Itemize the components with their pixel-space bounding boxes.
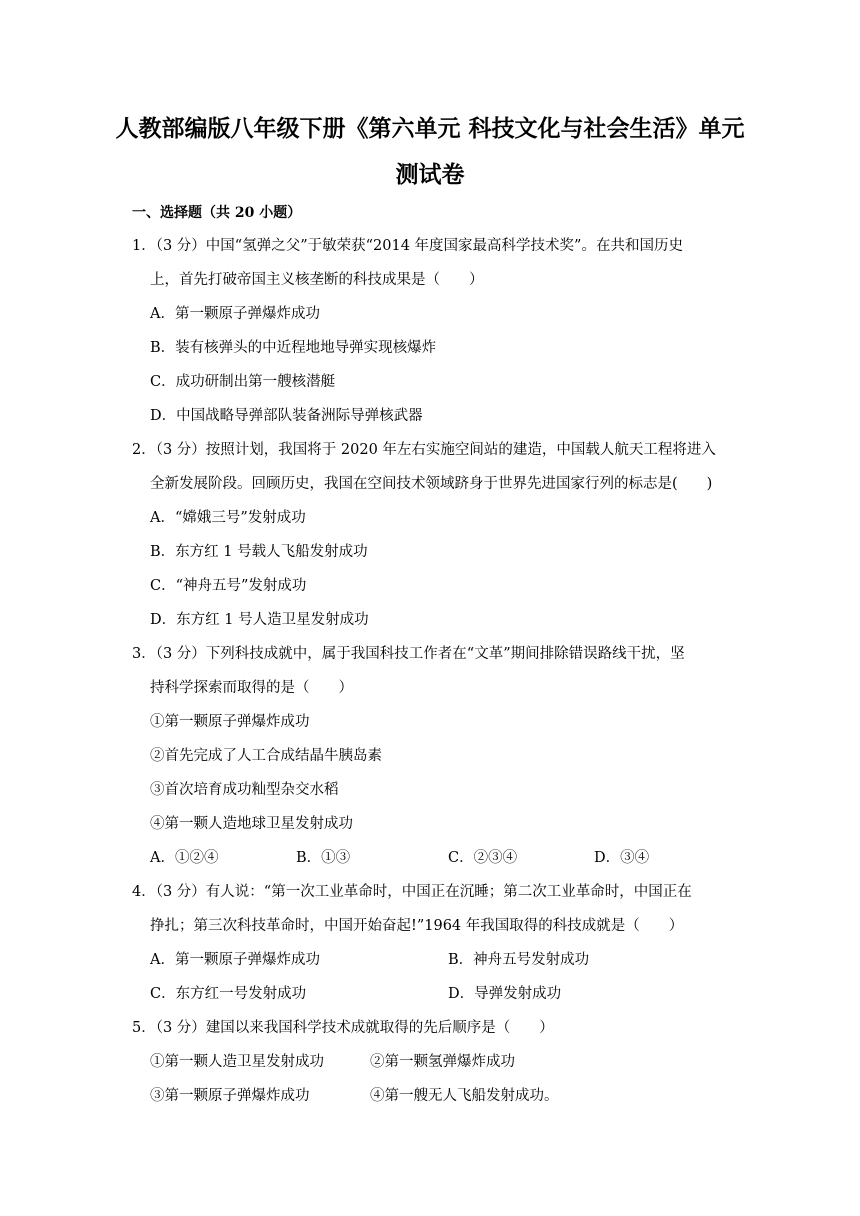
q1-option-a: A．第一颗原子弹爆炸成功 xyxy=(150,306,320,322)
q2-stem-line-2: 全新发展阶段。回顾历史，我国在空间技术领域跻身于世界先进国家行列的标志是( ) xyxy=(150,476,713,492)
q3-stem-line-2: 持科学探索而取得的是（ ） xyxy=(150,680,353,696)
q4-option-d: D．导弹发射成功 xyxy=(448,986,562,1002)
q3-option-c: C．②③④ xyxy=(448,850,518,866)
q1-stem-line-1: 1．（3 分）中国“氢弹之父”于敏荣获“2014 年度国家最高科学技术奖”。在共和国历史 xyxy=(132,238,683,254)
q4-option-c: C．东方红一号发射成功 xyxy=(150,986,307,1002)
q5-item-3: ③第一颗原子弹爆炸成功 xyxy=(150,1088,310,1104)
q2-option-b: B．东方红 1 号载人飞船发射成功 xyxy=(150,544,368,560)
q5-stem-line-1: 5．（3 分）建国以来我国科学技术成就取得的先后顺序是（ ） xyxy=(132,1020,554,1036)
q4-stem-line-2: 挣扎；第三次科技革命时，中国开始奋起!”1964 年我国取得的科技成就是（ ） xyxy=(150,918,684,934)
q3-item-2: ②首先完成了人工合成结晶牛胰岛素 xyxy=(150,748,382,764)
q3-option-d: D．③④ xyxy=(594,850,650,866)
q2-stem-line-1: 2．（3 分）按照计划，我国将于 2020 年左右实施空间站的建造，中国载人航天工程将进入 xyxy=(132,442,716,458)
q2-option-c: C．“神舟五号”发射成功 xyxy=(150,578,307,594)
q4-option-b: B．神舟五号发射成功 xyxy=(448,952,590,968)
title-line-2: 测试卷 xyxy=(395,161,465,188)
title-line-1: 人教部编版八年级下册《第六单元 科技文化与社会生活》单元 xyxy=(115,115,745,142)
q1-option-d: D．中国战略导弹部队装备洲际导弹核武器 xyxy=(150,408,423,424)
q3-option-a: A．①②④ xyxy=(150,850,219,866)
q4-stem-line-1: 4．（3 分）有人说：“第一次工业革命时，中国正在沉睡；第二次工业革命时，中国正在 xyxy=(132,884,692,900)
q3-item-3: ③首次培育成功籼型杂交水稻 xyxy=(150,782,339,798)
q1-option-b: B．装有核弹头的中近程地地导弹实现核爆炸 xyxy=(150,340,437,356)
section-heading: 一、选择题（共 20 小题） xyxy=(132,205,302,221)
q3-item-4: ④第一颗人造地球卫星发射成功 xyxy=(150,816,353,832)
q5-item-4: ④第一艘无人飞船发射成功。 xyxy=(370,1088,559,1104)
q3-option-b: B．①③ xyxy=(296,850,351,866)
q5-item-1: ①第一颗人造卫星发射成功 xyxy=(150,1054,324,1070)
q3-item-1: ①第一颗原子弹爆炸成功 xyxy=(150,714,310,730)
q5-item-2: ②第一颗氢弹爆炸成功 xyxy=(370,1054,515,1070)
q4-option-a: A．第一颗原子弹爆炸成功 xyxy=(150,952,320,968)
q2-option-a: A．“嫦娥三号”发射成功 xyxy=(150,510,306,526)
q3-stem-line-1: 3．（3 分）下列科技成就中，属于我国科技工作者在“文革”期间排除错误路线干扰，坚 xyxy=(132,646,685,662)
q2-option-d: D．东方红 1 号人造卫星发射成功 xyxy=(150,612,369,628)
exam-title xyxy=(100,106,760,198)
q1-stem-line-2: 上，首先打破帝国主义核垄断的科技成果是（ ） xyxy=(150,272,484,288)
q1-option-c: C．成功研制出第一艘核潜艇 xyxy=(150,374,336,390)
